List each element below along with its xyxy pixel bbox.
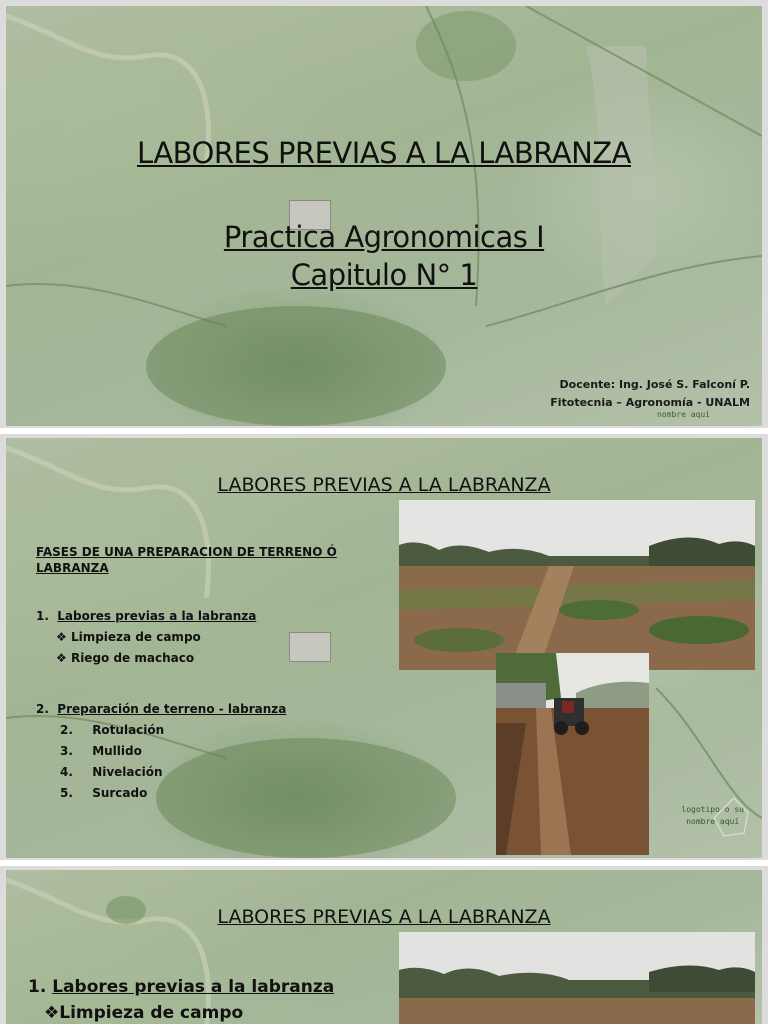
phase-1-item: ❖ Riego de machaco bbox=[56, 651, 195, 665]
slide-3-title: LABORES PREVIAS A LA LABRANZA bbox=[217, 906, 551, 928]
diamond-bullet-icon: ❖ bbox=[56, 630, 67, 644]
phase-2-item: 2. Rotulación bbox=[60, 723, 165, 737]
field-photo bbox=[399, 500, 755, 670]
phase-1-item: ❖ Limpieza de campo bbox=[56, 630, 201, 644]
phase-2-number: 2. bbox=[36, 702, 49, 716]
slide-2-title: LABORES PREVIAS A LA LABRANZA bbox=[217, 474, 551, 496]
phase-2-label: Preparación de terreno - labranza bbox=[57, 702, 287, 716]
phases-list bbox=[36, 544, 356, 804]
slide-1 bbox=[6, 6, 762, 426]
diamond-bullet-icon: ❖ bbox=[56, 651, 67, 665]
slide-1-title: LABORES PREVIAS A LA LABRANZA bbox=[137, 136, 631, 170]
credit-department: Fitotecnia – Agronomía - UNALM bbox=[550, 396, 750, 409]
slide-2 bbox=[6, 438, 762, 858]
tractor-photo bbox=[496, 653, 649, 855]
slide-3-sub-item: ❖Limpieza de campo bbox=[44, 1003, 244, 1023]
slide-3-item-1: 1. Labores previas a la labranza bbox=[28, 977, 335, 997]
phases-heading: FASES DE UNA PREPARACION DE TERRENO Ó LABRANZA bbox=[36, 545, 337, 575]
field-photo bbox=[399, 932, 755, 1024]
slide-1-subtitle-line1: Practica Agronomicas I bbox=[223, 220, 545, 254]
phase-2-item: 4. Nivelación bbox=[60, 765, 163, 779]
phase-1 bbox=[36, 606, 356, 627]
credit-docente: Docente: Ing. José S. Falconí P. bbox=[559, 378, 750, 391]
slide-separator bbox=[0, 428, 768, 434]
phase-2-item: 5. Surcado bbox=[60, 786, 148, 800]
phase-2-item: 3. Mullido bbox=[60, 744, 142, 758]
logo-placeholder-text: nombre aquí bbox=[657, 410, 710, 419]
slide-separator bbox=[0, 860, 768, 866]
phase-1-number: 1. bbox=[36, 609, 49, 623]
logo-placeholder: logotipo o su nombre aquí bbox=[681, 805, 744, 826]
slide-3 bbox=[6, 870, 762, 1024]
slide-1-subtitle-line2: Capitulo N° 1 bbox=[290, 258, 478, 292]
slide-3-list bbox=[28, 974, 334, 1024]
diamond-bullet-icon: ❖ bbox=[44, 1003, 60, 1023]
field-background bbox=[6, 6, 762, 426]
phase-2 bbox=[36, 699, 356, 720]
phase-1-label: Labores previas a la labranza bbox=[57, 609, 257, 623]
